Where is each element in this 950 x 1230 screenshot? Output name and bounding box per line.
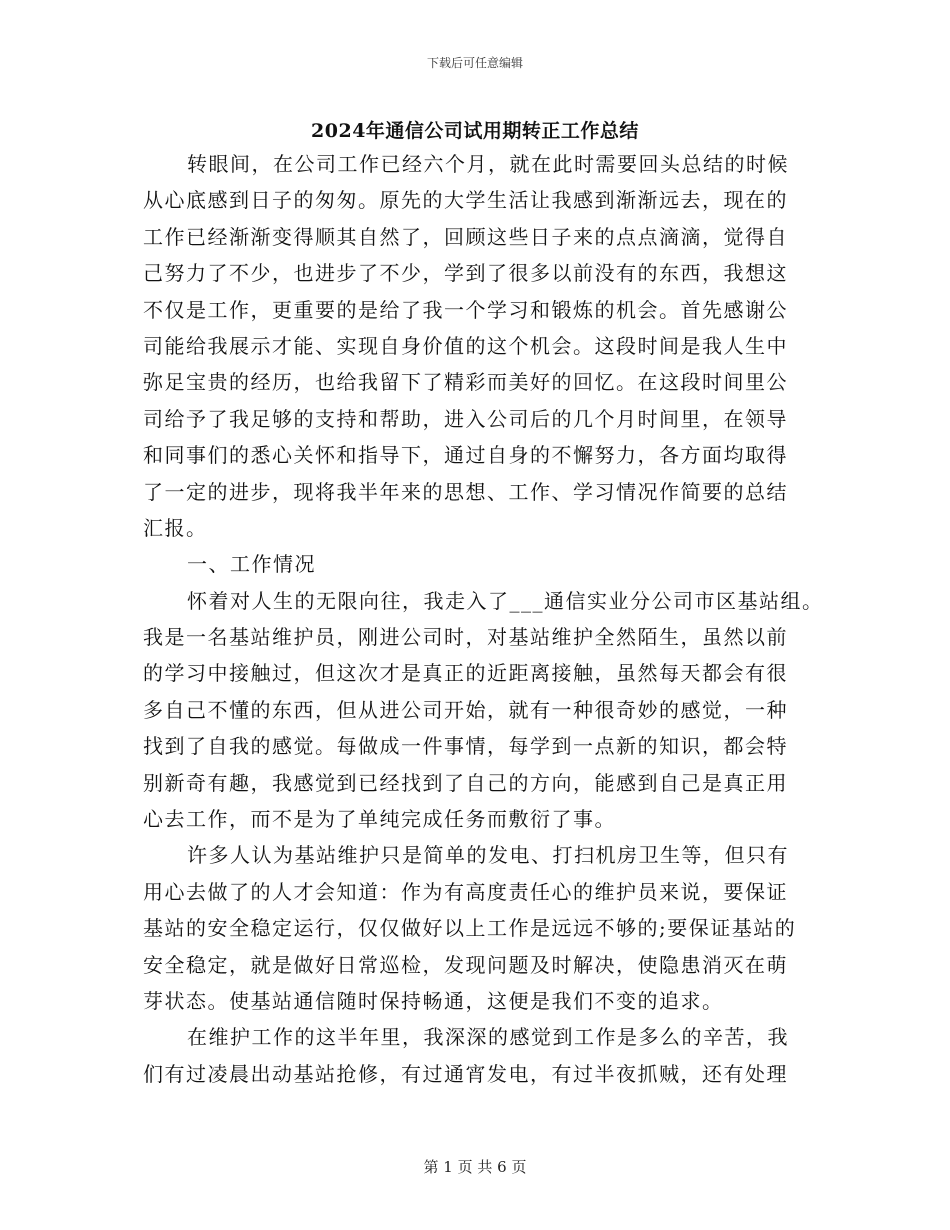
body-line: 汇报。 xyxy=(143,515,208,540)
page-number: 第 1 页 共 6 页 xyxy=(423,1158,527,1176)
body-line: 怀着对人生的无限向往，我走入了___通信实业分公司市区基站组。 xyxy=(187,588,824,613)
body-line: 司给予了我足够的支持和帮助，进入公司后的几个月时间里，在领导 xyxy=(143,406,788,431)
body-line: 基站的安全稳定运行，仅仅做好以上工作是远远不够的;要保证基站的 xyxy=(143,916,797,941)
document-body xyxy=(143,146,824,1092)
body-line: 转眼间，在公司工作已经六个月，就在此时需要回头总结的时候 xyxy=(187,152,789,176)
body-line: 在维护工作的这半年里，我深深的感觉到工作是多么的辛苦，我 xyxy=(187,1025,789,1050)
body-line: 安全稳定，就是做好日常巡检，发现问题及时解决，使隐患消灭在萌 xyxy=(143,952,788,977)
body-line: 的学习中接触过，但这次才是真正的近距离接触，虽然每天都会有很 xyxy=(143,661,788,686)
section-heading: 一、工作情况 xyxy=(187,552,316,577)
body-line: 了一定的进步，现将我半年来的思想、工作、学习情况作简要的总结 xyxy=(143,479,788,504)
body-line: 芽状态。使基站通信随时保持畅通，这便是我们不变的追求。 xyxy=(143,988,724,1013)
header-note: 下载后可任意编辑 xyxy=(426,56,523,70)
body-line: 许多人认为基站维护只是简单的发电、打扫机房卫生等，但只有 xyxy=(187,843,789,868)
document-title: 2024年通信公司试用期转正工作总结 xyxy=(311,120,639,142)
body-line: 我是一名基站维护员，刚进公司时，对基站维护全然陌生，虽然以前 xyxy=(143,625,788,650)
body-line: 多自己不懂的东西，但从进公司开始，就有一种很奇妙的感觉，一种 xyxy=(143,697,788,722)
body-line: 不仅是工作，更重要的是给了我一个学习和锻炼的机会。首先感谢公 xyxy=(143,297,788,322)
body-line: 别新奇有趣，我感觉到已经找到了自己的方向，能感到自己是真正用 xyxy=(143,770,788,795)
body-line: 找到了自我的感觉。每做成一件事情，每学到一点新的知识，都会特 xyxy=(143,734,788,759)
body-line: 司能给我展示才能、实现自身价值的这个机会。这段时间是我人生中 xyxy=(143,333,788,358)
body-line: 用心去做了的人才会知道：作为有高度责任心的维护员来说，要保证 xyxy=(143,879,788,904)
body-line: 弥足宝贵的经历，也给我留下了精彩而美好的回忆。在这段时间里公 xyxy=(143,370,788,395)
body-line: 心去工作，而不是为了单纯完成任务而敷衍了事。 xyxy=(143,807,616,832)
body-line: 己努力了不少，也进步了不少，学到了很多以前没有的东西，我想这 xyxy=(143,261,788,286)
body-line: 们有过凌晨出动基站抢修，有过通宵发电，有过半夜抓贼，还有处理 xyxy=(143,1061,788,1086)
body-line: 从心底感到日子的匆匆。原先的大学生活让我感到渐渐远去，现在的 xyxy=(143,188,788,213)
body-line: 和同事们的悉心关怀和指导下，通过自身的不懈努力，各方面均取得 xyxy=(143,443,788,468)
body-line: 工作已经渐渐变得顺其自然了，回顾这些日子来的点点滴滴，觉得自 xyxy=(143,224,788,249)
